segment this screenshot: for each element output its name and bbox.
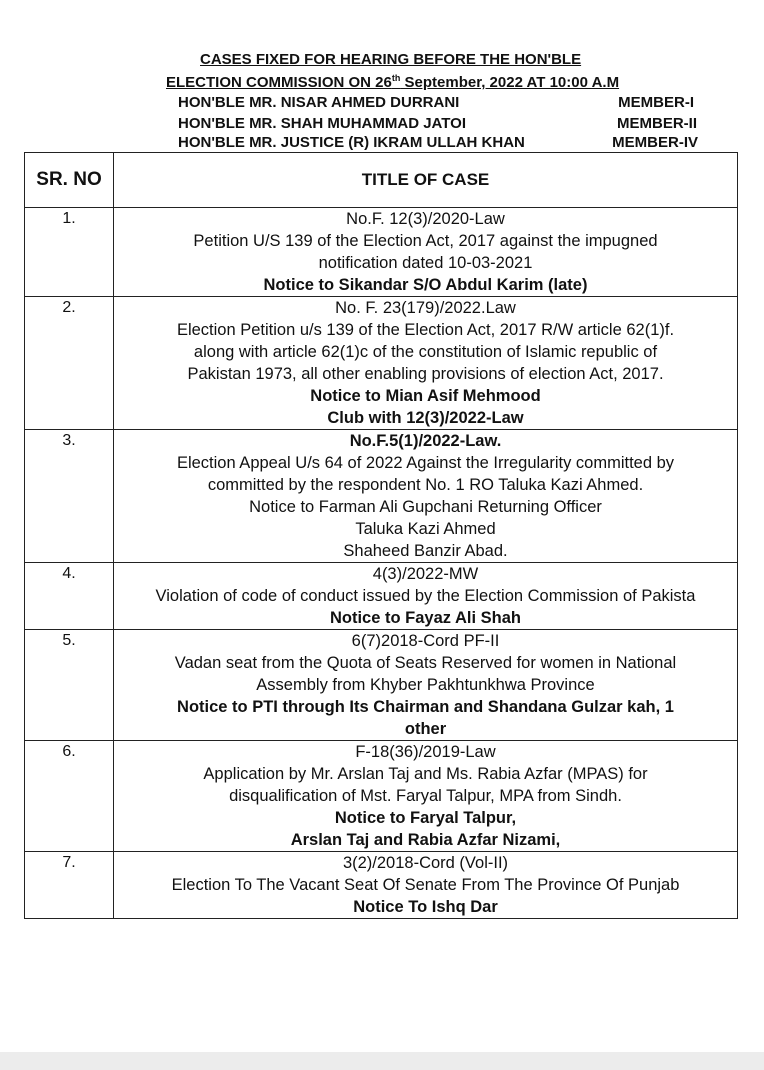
case-text-line: F-18(36)/2019-Law xyxy=(355,743,496,761)
case-text-line: No. F. 23(179)/2022.Law xyxy=(335,299,516,317)
member-role: MEMBER-II xyxy=(617,115,697,132)
case-text-line: Application by Mr. Arslan Taj and Ms. Rabia Azfar (MPAS) for xyxy=(203,765,648,783)
table-body xyxy=(25,208,738,919)
table-row xyxy=(25,741,738,852)
case-text-line: Shaheed Banzir Abad. xyxy=(343,542,508,560)
case-text-line: Assembly from Khyber Pakhtunkhwa Province xyxy=(256,676,595,694)
case-details xyxy=(114,630,738,741)
case-notice-line: Notice to Fayaz Ali Shah xyxy=(329,609,521,627)
case-text-line: Vadan seat from the Quota of Seats Reserved for women in National xyxy=(174,654,677,672)
case-text-line: No.F. 12(3)/2020-Law xyxy=(346,210,505,228)
case-text-line: Violation of code of conduct issued by the Election Commission of Pakista xyxy=(155,587,696,605)
case-text-line: Taluka Kazi Ahmed xyxy=(355,520,496,538)
table-row xyxy=(25,563,738,630)
case-notice-line: Club with 12(3)/2022-Law xyxy=(327,409,524,427)
case-text-line: Petition U/S 139 of the Election Act, 2017 against the impugned xyxy=(193,232,658,250)
case-text-line: Pakistan 1973, all other enabling provisions of election Act, 2017. xyxy=(187,365,664,383)
header-date-prefix: ELECTION COMMISSION ON 26 xyxy=(166,74,392,91)
case-details xyxy=(114,563,738,630)
case-text-line: 3(2)/2018-Cord (Vol-II) xyxy=(342,854,509,872)
case-text-line: Election Appeal U/s 64 of 2022 Against the Irregularity committed by xyxy=(176,454,675,472)
member-name: HON'BLE MR. SHAH MUHAMMAD JATOI xyxy=(178,115,467,132)
cases-table xyxy=(24,152,738,919)
case-serial-number: 1. xyxy=(25,208,114,297)
column-header-title-of-case: TITLE OF CASE xyxy=(114,153,738,208)
case-serial-number: 2. xyxy=(25,297,114,430)
case-text-line: 4(3)/2022-MW xyxy=(372,565,479,583)
case-notice-line: Notice to Sikandar S/O Abdul Karim (late) xyxy=(263,276,588,294)
table-row xyxy=(25,852,738,919)
case-notice-line: other xyxy=(404,720,447,738)
table-row xyxy=(25,430,738,563)
member-role: MEMBER-IV xyxy=(612,134,698,151)
case-text-line: 6(7)2018-Cord PF-II xyxy=(351,632,500,650)
member-name: HON'BLE MR. JUSTICE (R) IKRAM ULLAH KHAN xyxy=(178,134,525,151)
case-notice-line: Notice to Mian Asif Mehmood xyxy=(310,387,541,405)
header-date-suffix: September, 2022 AT 10:00 A.M xyxy=(400,74,620,91)
case-serial-number: 3. xyxy=(25,430,114,563)
case-details xyxy=(114,430,738,563)
case-details xyxy=(114,208,738,297)
case-text-line: Election Petition u/s 139 of the Election Act, 2017 R/W article 62(1)f. xyxy=(176,321,675,339)
header-title-line1: CASES FIXED FOR HEARING BEFORE THE HON'BLE xyxy=(200,51,582,68)
case-notice-line: No.F.5(1)/2022-Law. xyxy=(349,432,502,450)
case-notice-line: Notice to Faryal Talpur, xyxy=(334,809,517,827)
case-details xyxy=(114,297,738,430)
column-header-sr-no: SR. NO xyxy=(25,153,114,208)
case-serial-number: 6. xyxy=(25,741,114,852)
case-text-line: Election To The Vacant Seat Of Senate From The Province Of Punjab xyxy=(171,876,680,894)
case-notice-line: Notice to PTI through Its Chairman and Shandana Gulzar kah, 1 xyxy=(177,698,674,716)
header-date-superscript: th xyxy=(391,73,401,83)
table-row xyxy=(25,297,738,430)
case-text-line: Notice to Farman Ali Gupchani Returning Officer xyxy=(249,498,602,516)
case-text-line: committed by the respondent No. 1 RO Taluka Kazi Ahmed. xyxy=(207,476,644,494)
case-notice-line: Notice To Ishq Dar xyxy=(353,898,498,916)
case-details xyxy=(114,852,738,919)
table-row xyxy=(25,208,738,297)
case-serial-number: 5. xyxy=(25,630,114,741)
case-text-line: disqualification of Mst. Faryal Talpur, MPA from Sindh. xyxy=(229,787,622,805)
table-header-row xyxy=(25,153,738,208)
case-text-line: along with article 62(1)c of the constitution of Islamic republic of xyxy=(193,343,658,361)
page-bottom-edge xyxy=(0,1052,764,1070)
case-serial-number: 4. xyxy=(25,563,114,630)
case-serial-number: 7. xyxy=(25,852,114,919)
header-title-line2 xyxy=(166,73,619,91)
case-text-line: notification dated 10-03-2021 xyxy=(318,254,533,272)
table-row xyxy=(25,630,738,741)
member-name: HON'BLE MR. NISAR AHMED DURRANI xyxy=(178,94,460,111)
case-details xyxy=(114,741,738,852)
member-role: MEMBER-I xyxy=(618,94,694,111)
case-notice-line: Arslan Taj and Rabia Azfar Nizami, xyxy=(290,831,561,849)
